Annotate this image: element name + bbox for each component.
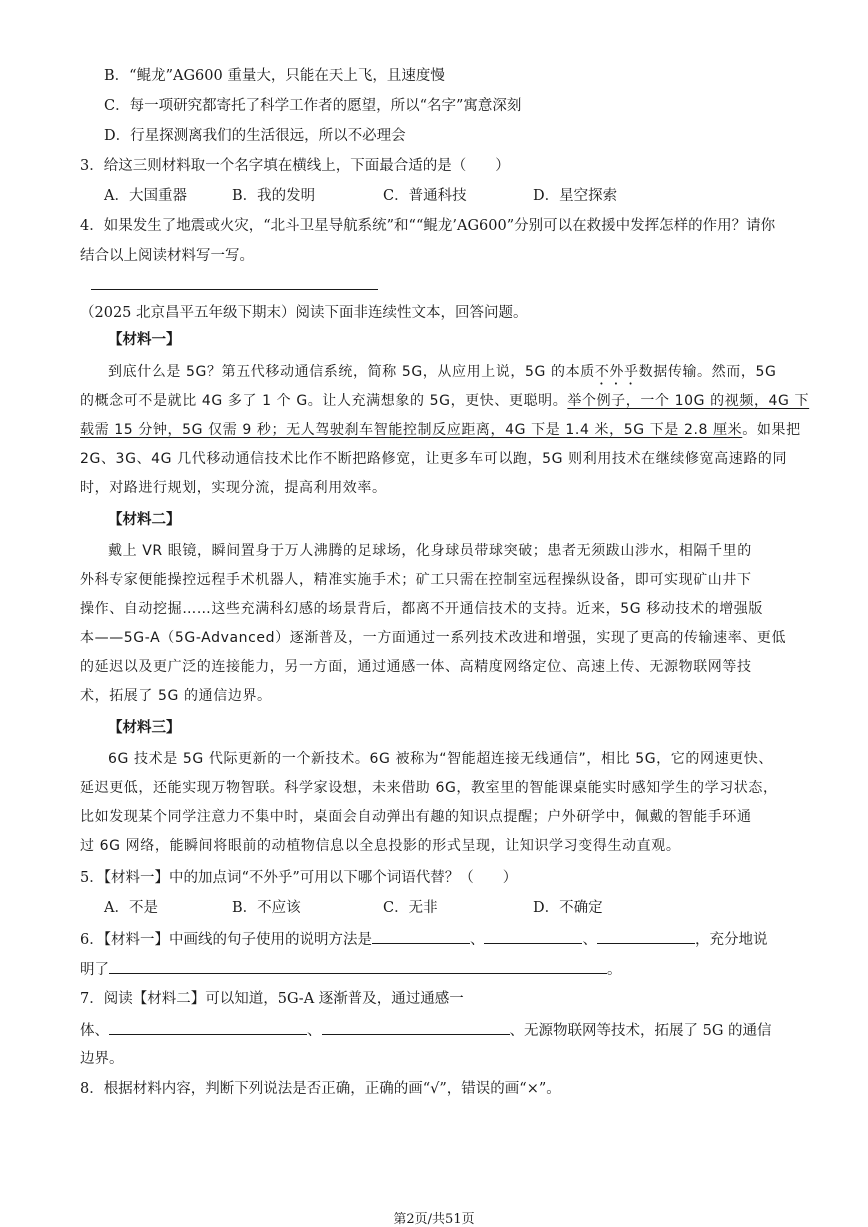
material-2-line-2: 外科专家便能操控远程手术机器人，精准实施手术；矿工只需在控制室远程操纵设备，即可实现矿山井下 — [80, 572, 752, 588]
material-3-line-3: 比如发现某个同学注意力不集中时，桌面会自动弹出有趣的知识点提醒；户外研学中，佩戴的智能手环通 — [80, 809, 752, 825]
material-1-line-2: 的概念可不是就比 4G 多了 1 个 G。让人充满想象的 5G，更快、更聪明。举个例子，一个 10G 的视频，4G 下 — [80, 393, 810, 409]
material-1-line-3: 载需 15 分钟，5G 仅需 9 秒；无人驾驶刹车智能控制反应距离，4G 下是 1.4 米，5G 下是 2.8 厘米。如果把 — [80, 422, 801, 438]
question-5-option-a: A．不是 — [104, 900, 158, 916]
question-3-option-c: C．普通科技 — [383, 188, 467, 204]
question-7-line-1: 7．阅读【材料二】可以知道，5G-A 逐渐普及，通过通感一 — [80, 991, 464, 1007]
material-1-title: 【材料一】 — [108, 331, 181, 348]
answer-blank-3[interactable] — [597, 928, 695, 944]
dotted-word: 不外乎 — [594, 364, 639, 380]
question-5-option-d: D．不确定 — [533, 900, 603, 916]
question-5-option-b: B．不应该 — [232, 900, 301, 916]
material-2-line-1: 戴上 VR 眼镜，瞬间置身于万人沸腾的足球场，化身球员带球突破；患者无须跋山涉水，相隔千里的 — [108, 543, 752, 559]
option-c: C．每一项研究都寄托了科学工作者的愿望，所以“名字”寓意深刻 — [104, 98, 522, 114]
material-2-title: 【材料二】 — [108, 511, 181, 528]
question-4-line-1: 4．如果发生了地震或火灾，“北斗卫星导航系统”和““鲲龙’AG600”分别可以在救援中发挥怎样的作用？请你 — [80, 218, 776, 234]
question-7-line-3: 边界。 — [80, 1051, 124, 1067]
material-1-line-4: 2G、3G、4G 几代移动通信技术比作不断把路修宽，让更多车可以跑，5G 则利用技术在继续修宽高速路的同 — [80, 451, 788, 467]
material-2-line-3: 操作、自动挖掘……这些充满科幻感的场景背后，都离不开通信技术的支持。近来，5G 移动技术的增强版 — [80, 601, 764, 617]
material-1-line-1: 到底什么是 5G？第五代移动通信系统，简称 5G，从应用上说，5G 的本质不外乎数据传输。然而，5G — [108, 364, 777, 380]
question-7-line-2: 体、 、 、无源物联网等技术，拓展了 5G 的通信 — [80, 1019, 772, 1041]
question-5-stem: 5．【材料一】中的加点词“不外乎”可用以下哪个词语代替？（ ） — [80, 870, 518, 886]
question-6-line-1: 6．【材料一】中画线的句子使用的说明方法是 、 、 ，充分地说 — [80, 928, 767, 950]
question-6-line-2: 明了 。 — [80, 958, 622, 980]
question-3-option-d: D．星空探索 — [533, 188, 618, 204]
underlined-sentence-cont: 载需 15 分钟，5G 仅需 9 秒；无人驾驶刹车智能控制反应距离，4G 下是 1.4 米，5G 下是 2.8 厘米 — [80, 422, 743, 438]
answer-blank-4[interactable] — [109, 958, 607, 974]
question-8-stem: 8．根据材料内容，判断下列说法是否正确，正确的画“√”，错误的画“×”。 — [80, 1081, 561, 1097]
material-2-line-6: 术，拓展了 5G 的通信边界。 — [80, 688, 272, 704]
option-b: B．“鲲龙”AG600 重量大，只能在天上飞，且速度慢 — [104, 68, 445, 84]
answer-blank-5[interactable] — [109, 1019, 307, 1035]
material-3-title: 【材料三】 — [108, 719, 181, 736]
answer-line — [91, 289, 378, 290]
underlined-sentence: 举个例子，一个 10G 的视频，4G 下 — [567, 393, 810, 409]
material-1-line-5: 时，对路进行规划，实现分流，提高利用效率。 — [80, 480, 387, 496]
material-2-line-5: 的延迟以及更广泛的连接能力，另一方面，通过通感一体、高精度网络定位、高速上传、无源物联网等技 — [80, 659, 752, 675]
question-4-line-2: 结合以上阅读材料写一写。 — [80, 248, 254, 264]
question-3-option-a: A．大国重器 — [104, 188, 187, 204]
option-d: D．行星探测离我们的生活很远，所以不必理会 — [104, 128, 406, 144]
material-2-line-4: 本——5G-A（5G-Advanced）逐渐普及，一方面通过一系列技术改进和增强，实现了更高的传输速率、更低 — [80, 630, 787, 646]
material-3-line-4: 过 6G 网络，能瞬间将眼前的动植物信息以全息投影的形式呈现，让知识学习变得生动直观。 — [80, 838, 681, 854]
answer-blank-1[interactable] — [372, 928, 470, 944]
page-number: 第2页/共51页 — [393, 1212, 475, 1227]
answer-blank-2[interactable] — [484, 928, 582, 944]
material-3-line-1: 6G 技术是 5G 代际更新的一个新技术。6G 被称为“智能超连接无线通信”，相比 5G，它的网速更快、 — [108, 751, 773, 767]
question-5-option-c: C．无非 — [383, 900, 438, 916]
material-3-line-2: 延迟更低，还能实现万物智联。科学家设想，未来借助 6G，教室里的智能课桌能实时感知学生的学习状态， — [80, 780, 778, 796]
answer-blank-6[interactable] — [322, 1019, 510, 1035]
question-3-stem: 3．给这三则材料取一个名字填在横线上，下面最合适的是（ ） — [80, 158, 510, 174]
question-3-option-b: B．我的发明 — [232, 188, 316, 204]
passage-intro: （2025 北京昌平五年级下期末）阅读下面非连续性文本，回答问题。 — [80, 305, 528, 321]
